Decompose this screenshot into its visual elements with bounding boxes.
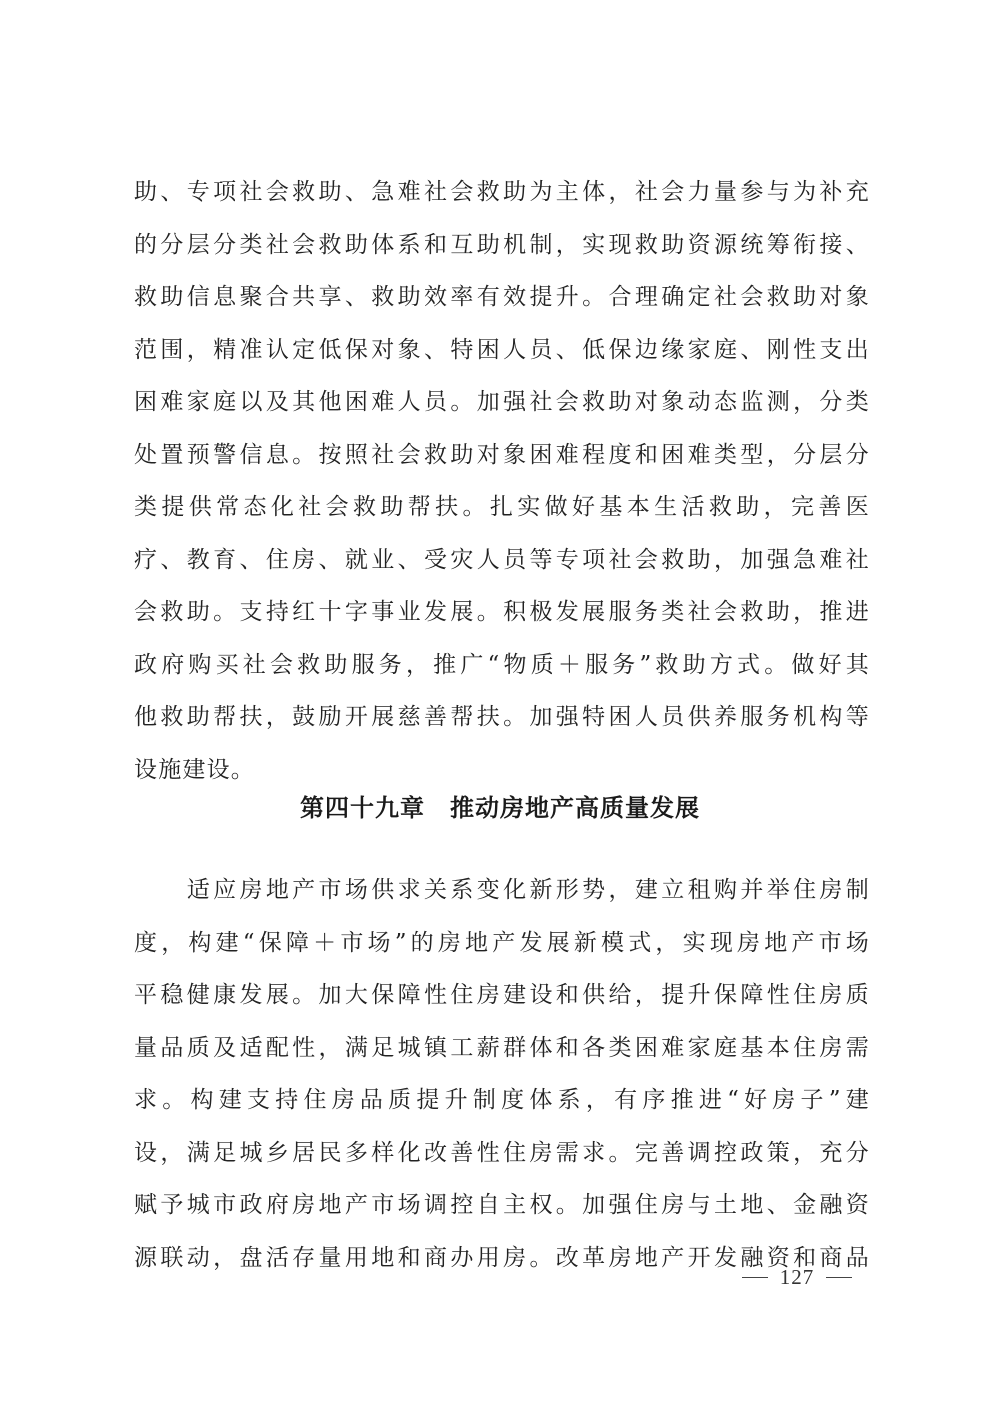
text-line: 疗、教育、住房、就业、受灾人员等专项社会救助，加强急难社 [134,546,870,573]
text-line: 设施建设。 [134,756,255,783]
text-line: 设，满足城乡居民多样化改善性住房需求。完善调控政策，充分 [134,1139,870,1166]
text-line: 度，构建“保障＋市场”的房地产发展新模式，实现房地产市场 [134,929,870,956]
text-line: 量品质及适配性，满足城镇工薪群体和各类困难家庭基本住房需 [134,1034,870,1061]
page-footer [722,1262,872,1292]
text-line: 适应房地产市场供求关系变化新形势，建立租购并举住房制 [134,877,870,903]
footer-dash-left [742,1277,768,1278]
text-line: 处置预警信息。按照社会救助对象困难程度和困难类型，分层分 [134,441,870,468]
text-line: 会救助。支持红十字事业发展。积极发展服务类社会救助，推进 [134,599,870,625]
chapter-heading: 第四十九章 推动房地产高质量发展 [300,794,700,822]
text-line: 源联动，盘活存量用地和商办用房。改革房地产开发融资和商品 [134,1244,870,1271]
text-line: 他救助帮扶，鼓励开展慈善帮扶。加强特困人员供养服务机构等 [134,704,870,730]
text-line: 赋予城市政府房地产市场调控自主权。加强住房与土地、金融资 [134,1192,870,1218]
text-line: 助、专项社会救助、急难社会救助为主体，社会力量参与为补充 [134,179,870,205]
text-line: 救助信息聚合共享、救助效率有效提升。合理确定社会救助对象 [134,284,870,310]
text-line: 类提供常态化社会救助帮扶。扎实做好基本生活救助，完善医 [134,494,870,520]
text-line: 政府购买社会救助服务，推广“物质＋服务”救助方式。做好其 [134,651,870,678]
body-paragraph-2 [134,864,870,1284]
page-number: 127 [779,1264,815,1289]
text-line: 范围，精准认定低保对象、特困人员、低保边缘家庭、刚性支出 [134,336,870,363]
body-paragraph-1 [134,166,870,796]
text-line: 求。构建支持住房品质提升制度体系，有序推进“好房子”建 [134,1087,870,1113]
text-line: 平稳健康发展。加大保障性住房建设和供给，提升保障性住房质 [134,982,870,1008]
text-line: 困难家庭以及其他困难人员。加强社会救助对象动态监测，分类 [134,389,870,415]
footer-dash-right [826,1277,852,1278]
text-line: 的分层分类社会救助体系和互助机制，实现救助资源统筹衔接、 [134,231,870,258]
